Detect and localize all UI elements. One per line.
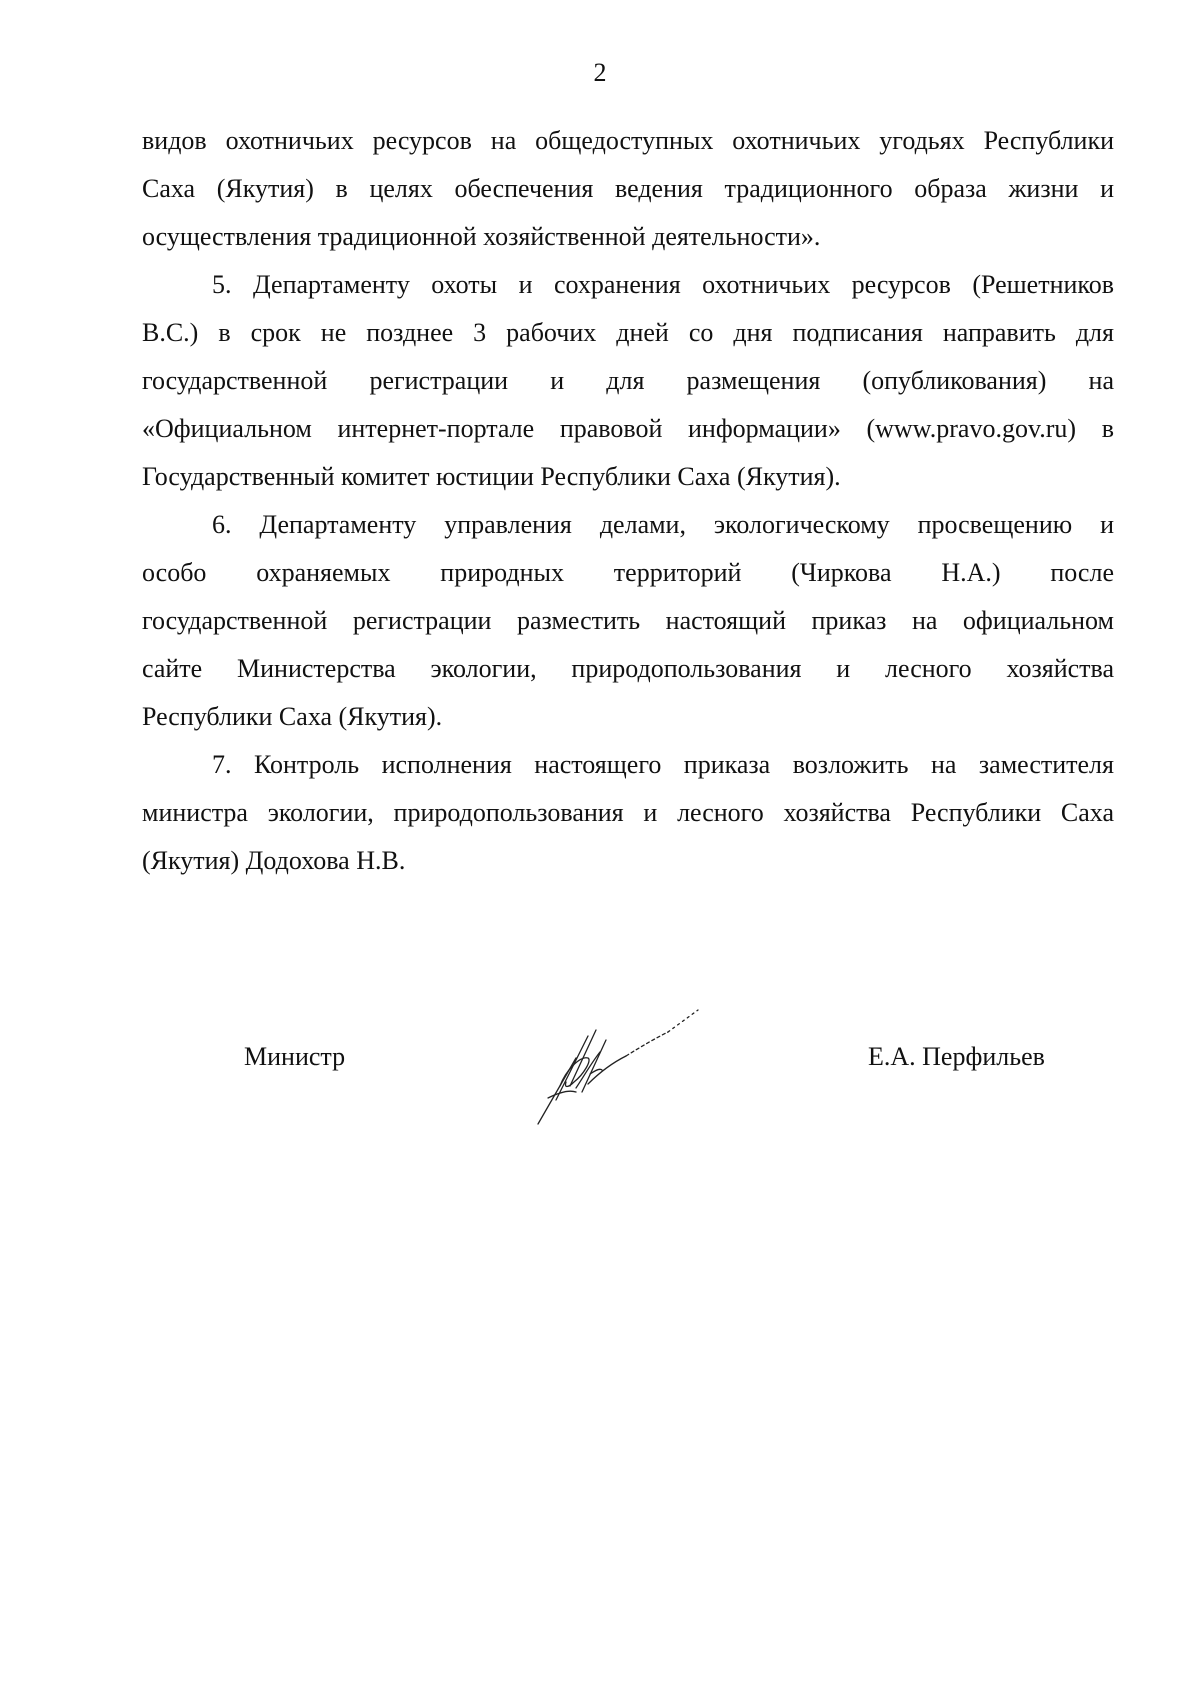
handwritten-signature xyxy=(530,996,710,1136)
page-number: 2 xyxy=(593,58,607,87)
signature-block xyxy=(0,1020,1200,1140)
paragraph-continuation xyxy=(142,117,1114,261)
text-line: 5. Департаменту охоты и сохранения охотничьих ресурсов (Решетников xyxy=(212,270,1114,299)
text-line: «Официальном интернет-портале правовой информации» (www.pravo.gov.ru) в xyxy=(142,414,1114,443)
text-line: государственной регистрации и для размещения (опубликования) на xyxy=(142,366,1114,395)
text-line: видов охотничьих ресурсов на общедоступных охотничьих угодьях Республики xyxy=(142,126,1114,155)
document-body xyxy=(142,117,1114,885)
signatory-position: Министр xyxy=(244,1042,346,1071)
text-line: Республики Саха (Якутия). xyxy=(142,702,443,731)
text-line: государственной регистрации разместить настоящий приказ на официальном xyxy=(142,606,1114,635)
text-line: 6. Департаменту управления делами, экологическому просвещению и xyxy=(212,510,1114,539)
paragraph-item-5 xyxy=(142,261,1114,501)
text-line: особо охраняемых природных территорий (Чиркова Н.А.) после xyxy=(142,558,1114,587)
text-line: В.С.) в срок не позднее 3 рабочих дней со дня подписания направить для xyxy=(142,318,1114,347)
text-line: 7. Контроль исполнения настоящего приказа возложить на заместителя xyxy=(212,750,1114,779)
text-line: Государственный комитет юстиции Республики Саха (Якутия). xyxy=(142,462,841,491)
text-line: осуществления традиционной хозяйственной деятельности». xyxy=(142,222,821,251)
text-line: (Якутия) Додохова Н.В. xyxy=(142,846,406,875)
text-line: сайте Министерства экологии, природопользования и лесного хозяйства xyxy=(142,654,1114,683)
text-line: Саха (Якутия) в целях обеспечения ведения традиционного образа жизни и xyxy=(142,174,1114,203)
paragraph-item-7 xyxy=(142,741,1114,885)
text-line: министра экологии, природопользования и лесного хозяйства Республики Саха xyxy=(142,798,1114,827)
paragraph-item-6 xyxy=(142,501,1114,741)
signatory-name: Е.А. Перфильев xyxy=(868,1042,1045,1071)
